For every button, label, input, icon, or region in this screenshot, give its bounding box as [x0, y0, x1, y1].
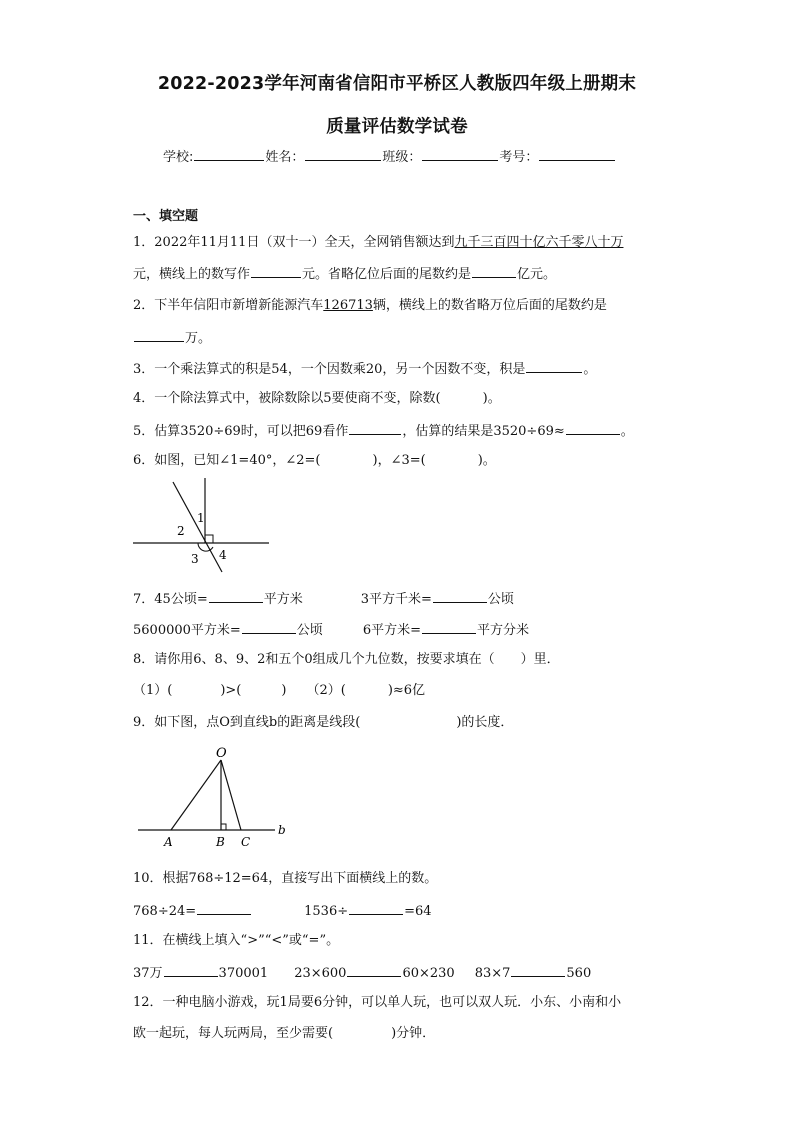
question-8-part2: （2）( — [306, 683, 346, 698]
page-title-line2: 质量评估数学试卷 — [326, 117, 468, 137]
exam-no-label: 考号： — [499, 150, 539, 165]
question-4-text-b: )。 — [482, 391, 501, 406]
question-9-text: 9．如下图，点O到直线b的距离是线段( — [133, 715, 361, 730]
question-1-underlined-number: 九千三百四十亿六千零八十万 — [454, 235, 624, 250]
question-2-underlined-number: 126713 — [323, 298, 373, 313]
name-label: 姓名： — [265, 150, 305, 165]
question-8: 8．请你用6、8、9、2和五个0组成几个九位数，按要求填在（ ）里． — [133, 652, 560, 667]
question-10-expr1: 768÷24= — [133, 904, 197, 919]
question-10-expr2: 1536÷ — [304, 904, 349, 919]
question-11-left2: 23×600 — [294, 966, 347, 981]
answer-blank[interactable] — [433, 589, 487, 603]
student-info-row — [163, 146, 616, 165]
question-11-left1: 37万 — [133, 966, 163, 981]
answer-blank[interactable] — [566, 421, 620, 435]
point-A-label: A — [164, 835, 173, 849]
question-9-text-b: )的长度． — [456, 715, 514, 730]
answer-blank[interactable] — [511, 963, 565, 977]
question-1-text: 1．2022年11月11日（双十一）全天，全网销售额达到 — [133, 235, 455, 250]
angle-arc — [198, 543, 213, 551]
question-11-answers — [133, 963, 591, 983]
question-5-text-c: 。 — [620, 424, 634, 439]
question-5 — [133, 421, 634, 441]
question-6 — [133, 452, 496, 470]
question-2-text: 2．下半年信阳市新增新能源汽车 — [133, 298, 324, 313]
school-label: 学校: — [163, 150, 194, 165]
question-5-text: 5．估算3520÷69时，可以把69看作 — [133, 424, 349, 439]
question-9 — [133, 714, 513, 732]
answer-blank[interactable] — [422, 620, 476, 634]
answer-blank[interactable] — [472, 264, 516, 278]
answer-blank[interactable] — [347, 963, 401, 977]
answer-blank[interactable] — [164, 963, 218, 977]
question-8-part1: （1）( — [133, 683, 173, 698]
angle-label-3: 3 — [191, 552, 199, 566]
question-8-close: ) — [281, 683, 287, 698]
question-7-text-c: 3平方千米= — [360, 592, 432, 607]
angle-label-4: 4 — [219, 548, 227, 562]
point-B-label: B — [216, 835, 225, 849]
point-C-label: C — [241, 835, 251, 849]
answer-blank[interactable] — [349, 421, 401, 435]
question-7-unit: 平方米 — [263, 592, 303, 607]
question-7-unit-r2d: 平方分米 — [476, 623, 529, 638]
question-2-line2 — [133, 328, 211, 348]
question-3 — [133, 359, 596, 379]
question-1-text-b: 元，横线上的数写作 — [133, 267, 251, 282]
class-field[interactable] — [422, 148, 498, 161]
name-field[interactable] — [305, 148, 381, 161]
question-6-text-b: )，∠3=( — [372, 453, 426, 468]
question-2-text-c: 万。 — [185, 331, 212, 346]
point-O-label: O — [216, 746, 227, 761]
question-8-compare: )>( — [220, 683, 242, 698]
question-6-text-c: )。 — [477, 453, 496, 468]
question-7-row2 — [133, 620, 529, 640]
answer-blank[interactable] — [349, 901, 403, 915]
question-1-line1 — [133, 234, 623, 252]
question-12-line2 — [133, 1025, 435, 1043]
question-7-unit-d: 公顷 — [487, 592, 514, 607]
question-4-text: 4．一个除法算式中，被除数除以5要使商不变，除数( — [133, 391, 441, 406]
class-label: 班级： — [382, 150, 422, 165]
question-10-answers — [133, 901, 432, 921]
question-7-row1 — [133, 589, 514, 609]
question-10: 10．根据768÷12=64，直接写出下面横线上的数。 — [133, 871, 438, 886]
question-12-line1: 12．一种电脑小游戏，玩1局要6分钟，可以单人玩，也可以双人玩．小东、小南和小 — [133, 995, 622, 1010]
question-12-text-b: 欧一起玩，每人玩两局，至少需要( — [133, 1026, 334, 1041]
line-b-label: b — [278, 823, 286, 837]
angle-figure — [128, 472, 278, 577]
question-6-text: 6．如图，已知∠1=40°，∠2=( — [133, 453, 321, 468]
segment-OC — [221, 760, 241, 830]
question-2-line1 — [133, 297, 607, 315]
question-1-text-c: 元。省略亿位后面的尾数约是 — [302, 267, 472, 282]
distance-figure — [133, 742, 293, 852]
answer-blank[interactable] — [242, 620, 296, 634]
question-4 — [133, 390, 501, 408]
segment-OA — [171, 760, 221, 830]
question-7-unit-r2: 公顷 — [296, 623, 323, 638]
question-1-line2 — [133, 264, 556, 284]
right-angle-mark — [221, 824, 226, 830]
question-5-text-b: ，估算的结果是3520÷69≈ — [402, 424, 565, 439]
question-3-text: 3．一个乘法算式的积是54，一个因数乘20，另一个因数不变，积是 — [133, 362, 526, 377]
question-11-right3: 560 — [566, 966, 592, 981]
question-7-text: 7．45公顷= — [133, 592, 208, 607]
question-3-text-b: 。 — [583, 362, 597, 377]
answer-blank[interactable] — [197, 901, 251, 915]
answer-blank[interactable] — [251, 264, 301, 278]
angle-label-1: 1 — [197, 511, 205, 525]
question-7-text-r2: 5600000平方米= — [133, 623, 241, 638]
page-title-line1: 2022-2023学年河南省信阳市平桥区人教版四年级上册期末 — [157, 74, 637, 94]
section-heading: 一、填空题 — [133, 209, 199, 224]
question-7-text-r2c: 6平方米= — [362, 623, 421, 638]
question-8-answers — [133, 682, 425, 700]
question-11: 11．在横线上填入“>”“<”或“=”。 — [133, 933, 340, 948]
answer-blank[interactable] — [526, 359, 582, 373]
angle-label-2: 2 — [177, 524, 185, 538]
answer-blank[interactable] — [209, 589, 263, 603]
question-10-expr2-result: =64 — [404, 904, 432, 919]
school-field[interactable] — [194, 148, 264, 161]
question-2-text-b: 辆，横线上的数省略万位后面的尾数约是 — [372, 298, 607, 313]
question-8-approx: )≈6亿 — [387, 683, 426, 698]
question-1-text-d: 亿元。 — [517, 267, 557, 282]
exam-no-field[interactable] — [539, 148, 615, 161]
question-11-left3: 83×7 — [474, 966, 511, 981]
question-12-text-c: )分钟． — [391, 1026, 436, 1041]
question-11-right1: 370001 — [218, 966, 269, 981]
answer-blank[interactable] — [134, 328, 184, 342]
question-11-right2: 60×230 — [402, 966, 455, 981]
